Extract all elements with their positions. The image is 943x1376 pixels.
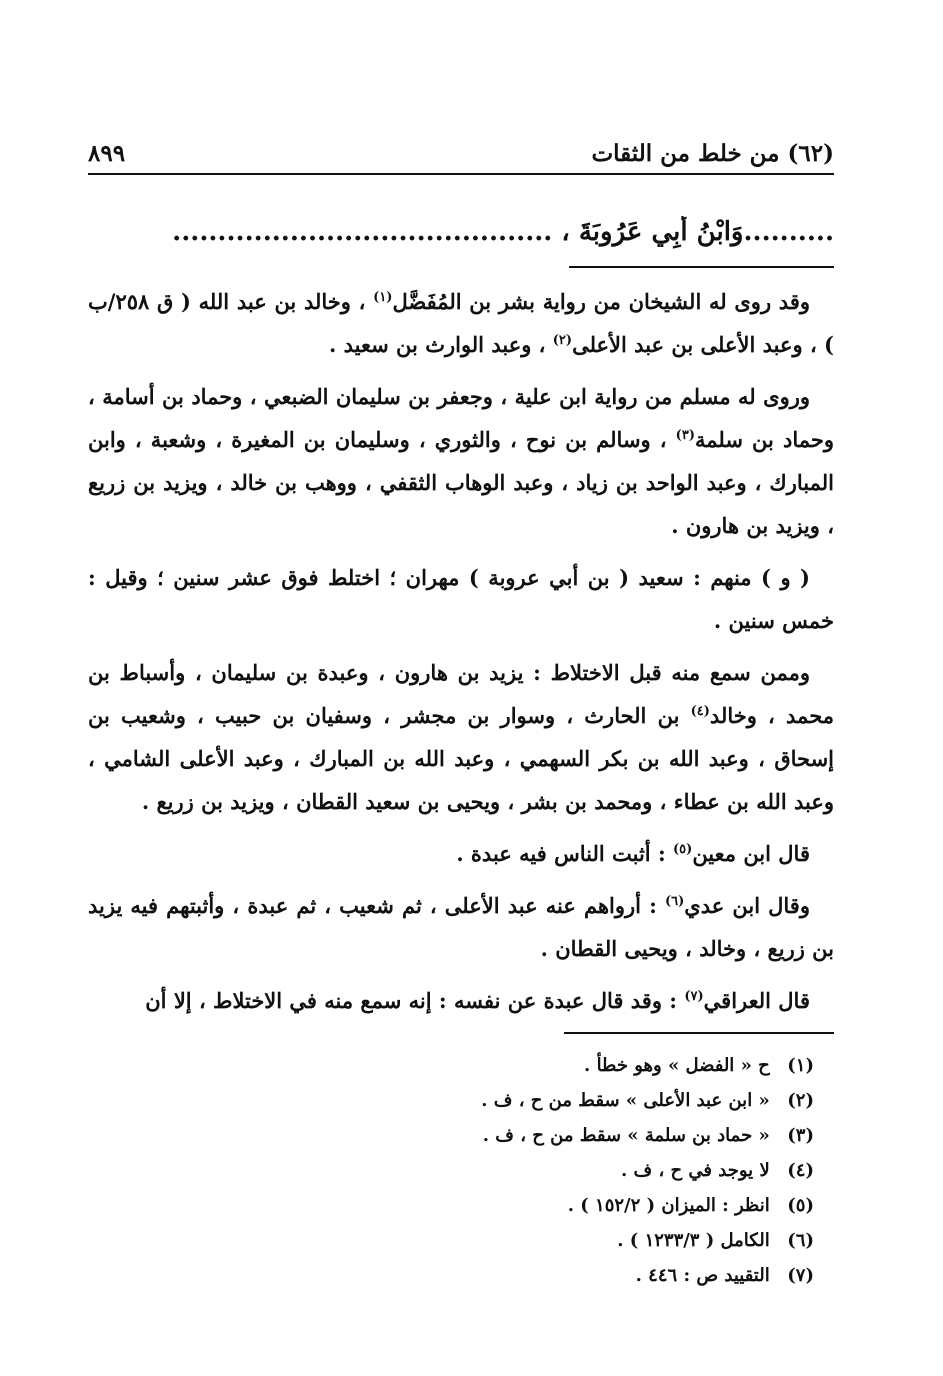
footnote-number: (٢) [787, 1089, 814, 1111]
footnote [88, 1153, 814, 1188]
footnote-number: (٥) [787, 1194, 814, 1216]
chapter-title: (٦٢) من خلط من الثقات [591, 140, 834, 167]
paragraph: ( و ) منهم : سعيد ( بن أبي عروبة ) مهران ؛ اختلط فوق عشر سنين ؛ وقيل : خمس سنين . [88, 564, 834, 633]
commentary-body [88, 280, 834, 1022]
footnotes [88, 1048, 834, 1293]
footnote-text: الكامل ( ١٢٣٣/٣ ) . [617, 1229, 770, 1251]
page-number: ٨٩٩ [88, 140, 126, 167]
footnote [88, 1258, 814, 1293]
footnote [88, 1048, 814, 1083]
footnote-ref: (٦) [664, 893, 685, 909]
paragraph: وقد روى له الشيخان من رواية بشر بن المُفَضَّل$^{(١)}$ ، وخالد بن عبد الله ( ق ٢٥٨/ب ) ، وعبد الأعلى بن عبد الأعلى$^{(٢)}$ ، وعبد الوارث بن سعيد . [88, 288, 834, 357]
paragraph: وقال ابن عدي$^{(٦)}$ : أرواهم عنه عبد الأعلى ، ثم شعيب ، ثم عبدة ، وأثبتهم فيه يزيد بن زريع ، وخالد ، ويحيى القطان . [88, 892, 834, 961]
footnote-ref: (٧) [684, 988, 704, 1004]
footnote-number: (٣) [787, 1124, 814, 1146]
paragraph: قال العراقي$^{(٧)}$ : وقد قال عبدة عن نفسه : إنه سمع منه في الاختلاط ، إلا أن [145, 987, 810, 1013]
footnote-number: (١) [787, 1054, 814, 1076]
paragraph: وممن سمع منه قبل الاختلاط : يزيد بن هارون ، وعبدة بن سليمان ، وأسباط بن محمد ، وخالد$^{(٤)}$ بن الحارث ، وسوار بن مجشر ، وسفيان بن حبيب ، وشعيب بن إسحاق ، وعبد الله بن بكر السهمي ، وعبد الله بن المبارك ، وعبد الأعلى الشامي ، وعبد الله بن عطاء ، ومحمد بن بشر ، ويحيى بن سعيد القطان ، ويزيد بن زريع . [88, 659, 835, 814]
footnote-text: « حماد بن سلمة » سقط من ح ، ف . [482, 1124, 770, 1146]
footnote-text: التقييد ص : ٤٤٦ . [635, 1264, 770, 1286]
footnote-number: (٧) [787, 1264, 814, 1286]
footnote [88, 1083, 814, 1118]
book-page [88, 130, 834, 1293]
footnote [88, 1118, 814, 1153]
footnote-number: (٦) [787, 1229, 814, 1251]
footnote-text: لا يوجد في ح ، ف . [621, 1159, 770, 1181]
footnote-separator [564, 1032, 834, 1034]
footnote-ref: (٢) [552, 332, 573, 348]
footnote-number: (٤) [787, 1159, 814, 1181]
footnote-ref: (٣) [675, 427, 695, 443]
footnote-ref: (٤) [690, 703, 710, 719]
footnote-text: انظر : الميزان ( ١٥٢/٢ ) . [567, 1194, 770, 1216]
footnote-ref: (١) [373, 289, 393, 305]
footnote-ref: (٥) [673, 841, 693, 857]
footnote-text: ح « الفضل » وهو خطأ . [584, 1054, 770, 1076]
header-rule [88, 173, 834, 175]
paragraph: قال ابن معين$^{(٥)}$ : أثبت الناس فيه عبدة . [456, 840, 810, 866]
verse-line: ..........وَابْنُ أَبِي عَرُوبَةَ ، .......................................... [172, 217, 834, 247]
page-header [88, 130, 834, 170]
verse-separator [569, 266, 834, 268]
footnote [88, 1188, 814, 1223]
paragraph: وروى له مسلم من رواية ابن علية ، وجعفر بن سليمان الضبعي ، وحماد بن أسامة ، وحماد بن سلمة$^{(٣)}$ ، وسالم بن نوح ، والثوري ، وسليمان بن المغيرة ، وشعبة ، وابن المبارك ، وعبد الواحد بن زياد ، وعبد الوهاب الثقفي ، ووهب بن خالد ، ويزيد بن زريع ، ويزيد بن هارون . [88, 383, 834, 538]
footnote-text: « ابن عبد الأعلى » سقط من ح ، ف . [481, 1089, 770, 1111]
footnote [88, 1223, 814, 1258]
